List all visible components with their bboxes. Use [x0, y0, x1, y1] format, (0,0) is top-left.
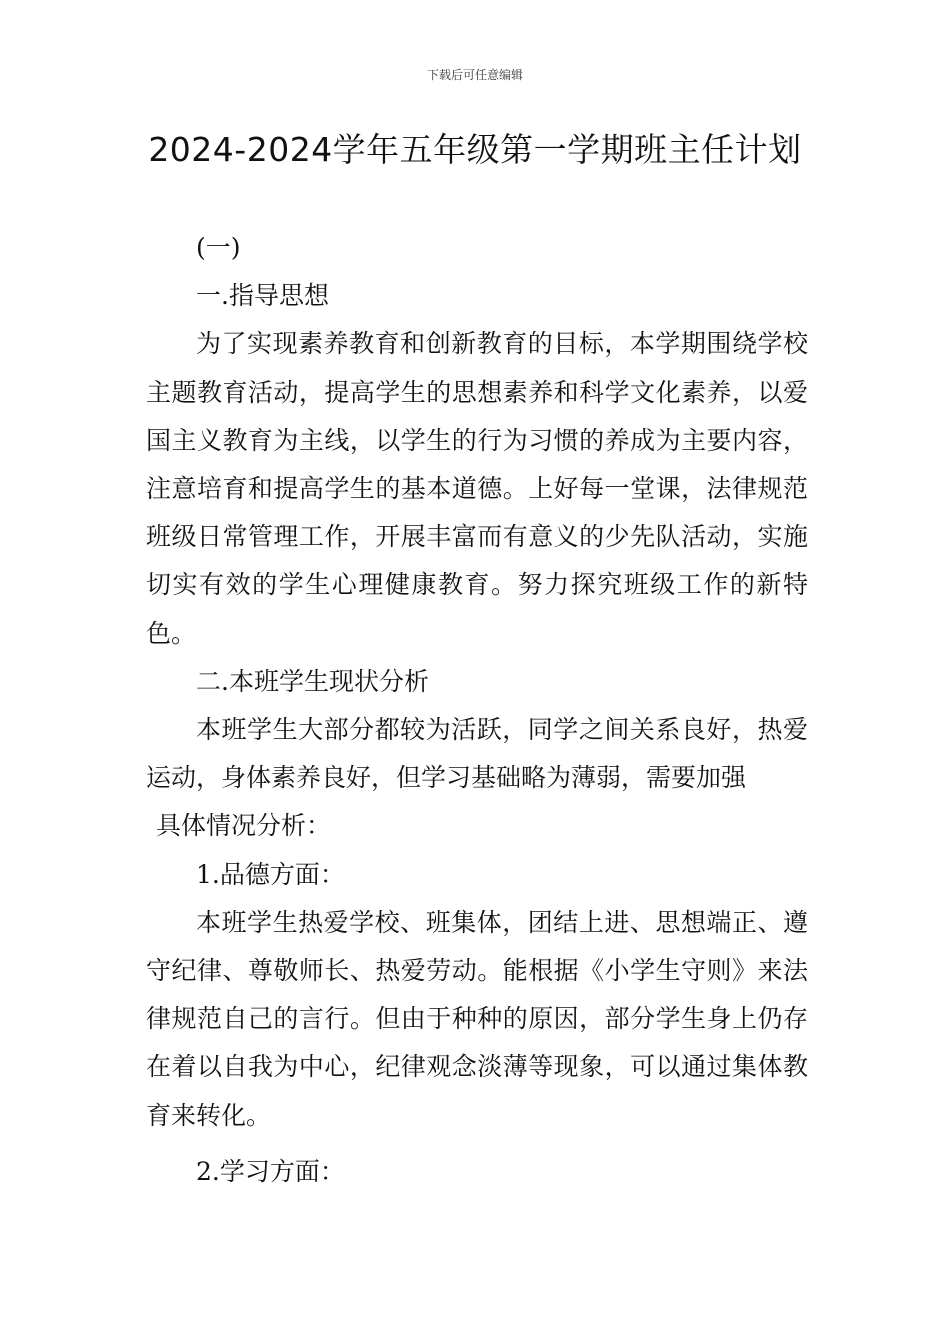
paragraph-morality: 本班学生热爱学校、班集体，团结上进、思想端正、遵守纪律、尊敬师长、热爱劳动。能根据《小学生守则》来法律规范自己的言行。但由于种种的原因，部分学生身上仍存在着以自我为中心，纪律观念淡薄等现象，可以通过集体教育来转化。 [146, 907, 808, 1130]
section-heading-guiding-ideology: 一.指导思想 [196, 281, 329, 311]
paragraph-analysis-continuation: 具体情况分析： [156, 811, 332, 841]
section-marker: (一) [196, 233, 241, 262]
document-body [146, 224, 808, 1196]
subheading-morality: 1.品德方面： [196, 859, 345, 889]
paragraph-guiding-ideology: 为了实现素养教育和创新教育的目标，本学期围绕学校主题教育活动，提高学生的思想素养和科学文化素养，以爱国主义教育为主线，以学生的行为习惯的养成为主要内容，注意培育和提高学生的基本道德。上好每一堂课，法律规范班级日常管理工作，开展丰富而有意义的少先队活动，实施切实有效的学生心理健康教育。努力探究班级工作的新特色。 [146, 329, 808, 648]
document-title: 2024-2024学年五年级第一学期班主任计划 [148, 130, 802, 169]
paragraph-class-analysis: 本班学生大部分都较为活跃，同学之间关系良好，热爱运动，身体素养良好，但学习基础略为薄弱，需要加强 [146, 715, 808, 793]
subheading-study: 2.学习方面： [196, 1156, 345, 1186]
header-note: 下载后可任意编辑 [426, 68, 523, 82]
section-heading-class-analysis: 二.本班学生现状分析 [196, 666, 429, 696]
